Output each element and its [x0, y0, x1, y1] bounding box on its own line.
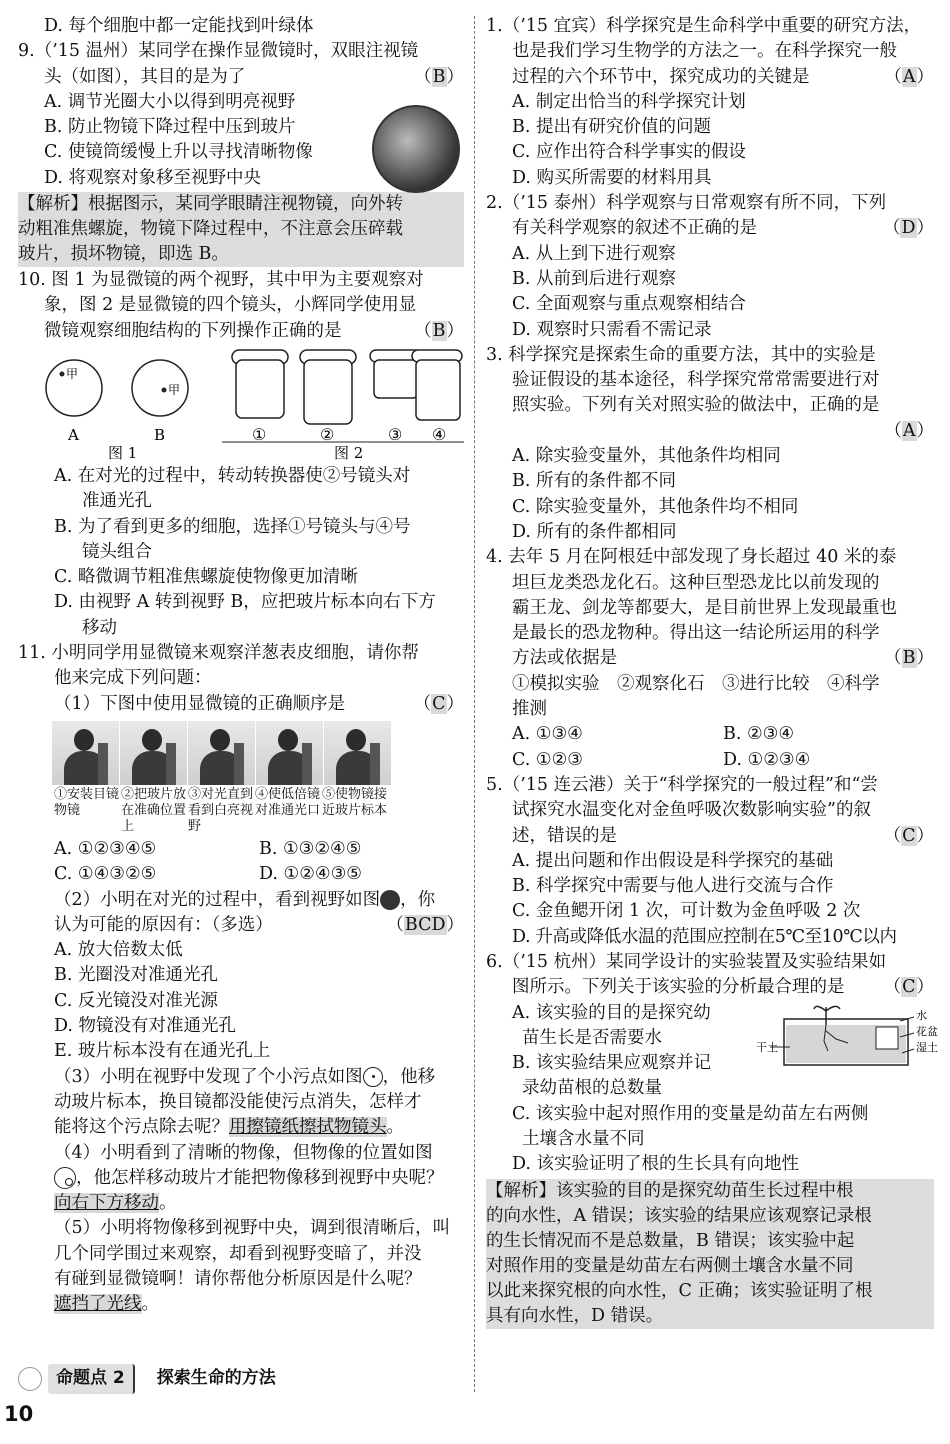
q4-stem-line: 4. 去年 5 月在阿根廷中部发现了身长超过 40 米的泰: [486, 547, 897, 568]
q5-answer-value: C: [902, 825, 916, 846]
q10-option-d: D. 由视野 A 转到视野 B，应把玻片标本向右下方: [54, 592, 436, 613]
q11-part-3: [18, 1065, 464, 1090]
q6-option-c-cont: 土壤含水量不同: [522, 1129, 645, 1150]
view-a-dot: [60, 371, 65, 376]
q11-p2-option: D. 物镜没有对准通光孔: [54, 1016, 237, 1037]
view-a-label: A: [68, 425, 79, 444]
q9-answer-value: B: [432, 66, 446, 87]
q4-options-row: [486, 722, 934, 747]
q3-answer: （A）: [884, 420, 934, 441]
q3-answer-value: A: [902, 420, 916, 441]
lens-4: [412, 350, 462, 420]
q3-answer-line: [486, 419, 934, 444]
q3-stem-line: 3. 科学探究是探索生命的重要方法，其中的实验是: [486, 344, 876, 365]
q11-part-1: [18, 692, 464, 717]
question-2: [486, 191, 934, 343]
step-captions: [52, 787, 464, 835]
q2-option: A. 从上到下进行观察: [512, 243, 676, 264]
q2-option: B. 从前到后进行观察: [512, 268, 676, 289]
q11-stem-line: 他来完成下列问题：: [54, 668, 212, 689]
q11-p4-end: 。: [159, 1193, 177, 1214]
pot-label: 花盆: [916, 1024, 938, 1038]
q4-answer-value: B: [902, 648, 916, 669]
q10-figures: [38, 346, 464, 462]
wet-soil-label: 湿土: [916, 1040, 938, 1054]
q6-option-d: D. 该实验证明了根的生长具有向地性: [512, 1154, 800, 1175]
view-b-mark: 甲: [168, 382, 181, 397]
q9-option-d: D. 将观察对象移至视野中央: [44, 167, 262, 188]
microscope-photo: [372, 105, 460, 193]
q11-p1-option-d: D. ①②④③⑤: [259, 864, 362, 885]
q4-options-row: [486, 748, 934, 773]
q11-p3-line-3: [18, 1115, 464, 1140]
question-10: [18, 268, 464, 641]
step-caption: ②把玻片放在准确位置上: [121, 786, 187, 834]
q11-part-2: [18, 888, 464, 913]
step-photo: [52, 721, 120, 785]
q11-p2-text: （2）小明在对光的过程中，看到视野如图: [54, 889, 381, 910]
q11-p2-option: E. 玻片标本没有在通光孔上: [54, 1041, 271, 1062]
q11-p1-options-row: [18, 862, 464, 887]
q3-stem-line: 验证假设的基本途径，科学探究常常需要进行对: [512, 370, 880, 391]
q1-option: D. 购买所需要的材料用具: [512, 167, 712, 188]
q6-analysis-line: 【解析】该实验的目的是探究幼苗生长过程中根: [486, 1180, 854, 1201]
speck-view-icon: [363, 1067, 383, 1087]
q1-option: B. 提出有研究价值的问题: [512, 117, 711, 138]
q11-p3-text-d: 能将这个污点除去呢？: [54, 1117, 229, 1138]
question-6: [486, 950, 938, 1329]
q6-answer-value: C: [902, 977, 916, 998]
q3-option: A. 除实验变量外，其他条件均相同: [512, 446, 781, 467]
view-b-label: B: [154, 425, 166, 444]
column-divider: [474, 16, 475, 1392]
lens-label: ④: [432, 424, 447, 444]
q1-stem-line: 1.（’15 宜宾）科学探究是生命科学中重要的研究方法，: [486, 16, 922, 36]
question-5: [486, 773, 934, 950]
fig1-caption: 图 1: [108, 443, 138, 462]
q11-p4-answer-line: [18, 1191, 464, 1216]
q11-p4-answer: 向右下方移动: [54, 1193, 159, 1214]
prev-option-d: D. 每个细胞中都一定能找到叶绿体: [44, 16, 314, 36]
lens-label: ①: [252, 424, 267, 444]
q1-stem-line: 也是我们学习生物学的方法之一。在科学探究一般: [512, 41, 897, 62]
step-photo: [256, 721, 324, 785]
q9-stem-text: 头（如图），其目的是为了: [44, 66, 246, 87]
q11-p3-line-2: 动玻片标本，换目镜都没能使污点消失，怎样才: [54, 1091, 422, 1112]
q11-p1-answer-value: C: [432, 693, 446, 714]
q4-option-d: D. ①②③④: [723, 749, 811, 770]
step-caption: ⑤使物镜接近玻片标本: [322, 786, 388, 818]
q11-p3-text-b: ，他移: [382, 1066, 436, 1087]
section-heading: [18, 1364, 276, 1394]
q1-option: C. 应作出符合科学事实的假设: [512, 142, 746, 163]
q10-option-a: A. 在对光的过程中，转动转换器使②号镜头对: [54, 465, 411, 486]
q2-answer: （D）: [882, 218, 934, 239]
dark-view-icon: [380, 890, 400, 910]
step-caption: ③对光直到看到白亮视野: [188, 786, 254, 834]
q3-option: D. 所有的条件都相同: [512, 521, 677, 542]
q11-p2-text-b: ，你: [400, 889, 436, 910]
q1-answer: （A）: [884, 66, 934, 87]
q6-figure-block: [486, 1001, 938, 1102]
q11-p4-text-b: ，他怎样移动玻片才能把物像移到视野中央呢？: [76, 1167, 444, 1188]
question-9: [18, 39, 464, 267]
q2-option: D. 观察时只需看不需记录: [512, 319, 712, 340]
q6-option-c: C. 该实验中起对照作用的变量是幼苗左右两侧: [512, 1103, 869, 1124]
section-badge: 命题点 2: [48, 1364, 135, 1393]
page-number: 10: [4, 1402, 34, 1426]
q6-option-a-cont: 苗生长是否需要水: [522, 1027, 662, 1048]
q6-stem-text: 图所示。下列关于该实验的分析最合理的是: [512, 977, 845, 998]
lens-2: [300, 350, 356, 424]
q11-p3-text: （3）小明在视野中发现了个小污点如图: [54, 1066, 363, 1087]
q11-part-5: （5）小明将物像移到视野中央，调到很清晰后，叫: [54, 1218, 451, 1239]
q11-stem-line: 11. 小明同学用显微镜来观察洋葱表皮细胞，请你帮: [18, 643, 419, 664]
q4-option-b: B. ②③④: [723, 724, 795, 745]
q10-option-d-cont: 移动: [82, 617, 117, 638]
q11-p3-end: 。: [386, 1117, 404, 1138]
sprout-icon: [18, 1367, 42, 1391]
q2-stem-text: 有关科学观察的叙述不正确的是: [512, 218, 757, 239]
q4-answer: （B）: [884, 648, 934, 669]
q11-p5-line: 几个同学围过来观察，却看到视野变暗了，并没: [54, 1243, 422, 1264]
q11-p2-text-c: 认为可能的原因有：（多选）: [54, 914, 273, 935]
q4-option-c: C. ①②③: [512, 749, 583, 770]
fig2-caption: 图 2: [334, 443, 364, 462]
lens-1: [232, 350, 288, 418]
q6-analysis-line: 的向水性，A 错误；该实验的结果应该观察记录根: [486, 1205, 872, 1226]
q6-analysis-line: 具有向水性，D 错误。: [486, 1305, 664, 1326]
q1-stem-text: 过程的六个环节中，探究成功的关键是: [512, 66, 810, 87]
q6-analysis-line: 以此来探究根的向水性，C 正确；该实验证明了根: [486, 1280, 873, 1301]
step-photo: [324, 721, 392, 785]
q4-stem-text: 方法或依据是: [512, 648, 617, 669]
q5-option: B. 科学探究中需要与他人进行交流与合作: [512, 876, 834, 897]
q9-analysis-line: 【解析】根据图示，某同学眼睛注视物镜，向外转: [18, 194, 403, 215]
q5-stem-line: 5.（’15 连云港）关于“科学探究的一般过程”和“尝: [486, 774, 878, 795]
view-b-dot: [162, 387, 167, 392]
q2-answer-value: D: [901, 218, 916, 239]
q9-option-b: B. 防止物镜下降过程中压到玻片: [44, 117, 296, 138]
q2-option: C. 全面观察与重点观察相结合: [512, 294, 746, 315]
q5-option: C. 金鱼鳃开闭 1 次，可计数为金鱼呼吸 2 次: [512, 901, 861, 922]
q6-analysis-line: 的生长情况而不是总数量，B 错误；该实验中起: [486, 1230, 855, 1251]
q4-stem-line-5: [486, 646, 934, 671]
lens-label: ②: [320, 424, 335, 444]
q11-p5-answer-line: [18, 1292, 464, 1317]
q6-stem-line-2: [486, 975, 934, 1000]
q9-option-a: A. 调节光圈大小以得到明亮视野: [44, 91, 296, 112]
q11-p2-option: A. 放大倍数太低: [54, 940, 183, 961]
q11-p4-line-2: [18, 1166, 464, 1191]
microscope-steps-photos: [52, 721, 464, 785]
q9-analysis-line: 玻片，损坏物镜，即选 B。: [18, 244, 229, 265]
water-label: 水: [916, 1008, 927, 1022]
q4-items: ①模拟实验 ②观察化石 ③进行比较 ④科学: [512, 673, 880, 694]
q3-stem-line: 照实验。下列有关对照实验的做法中，正确的是: [512, 395, 880, 416]
q2-stem-line-2: [486, 216, 934, 241]
q4-stem-line: 霸王龙、剑龙等都要大，是目前世界上发现最重也: [512, 597, 897, 618]
q5-stem-text: 述，错误的是: [512, 825, 617, 846]
offset-object-icon: [54, 1167, 76, 1189]
q11-p2-answer-value: BCD: [404, 914, 446, 935]
q11-p5-line: 有碰到显微镜啊！请你帮他分析原因是什么呢？: [54, 1268, 422, 1289]
q11-p1-answer: （C）: [413, 693, 464, 714]
q5-answer: （C）: [883, 825, 934, 846]
q3-option: C. 除实验变量外，其他条件均不相同: [512, 496, 799, 517]
q4-stem-line: 坦巨龙类恐龙化石。这种巨型恐龙比以前发现的: [512, 572, 880, 593]
q1-stem-line-3: [486, 65, 934, 90]
q11-p1-options-row: [18, 837, 464, 862]
question-1: [486, 14, 934, 191]
q10-option-a-cont: 准通光孔: [82, 491, 152, 512]
q11-p2-option: B. 光圈没对准通光孔: [54, 965, 218, 986]
q10-stem-line-3: [18, 319, 464, 344]
step-caption: ①安装目镜物镜: [54, 786, 120, 818]
q11-p5-end: 。: [141, 1294, 159, 1315]
q11-part-2-line-2: [18, 913, 464, 938]
q5-stem-line: 试探究水温变化对金鱼呼吸次数影响实验”的叙: [512, 800, 871, 821]
microscope-views-and-lenses: [38, 346, 464, 462]
lens-label: ③: [388, 424, 403, 444]
q4-option-a: A. ①③④: [512, 724, 583, 745]
q6-analysis: [486, 1179, 934, 1329]
right-column: [486, 14, 938, 1330]
q1-option: A. 制定出恰当的科学探究计划: [512, 91, 746, 112]
left-column: [18, 14, 464, 1318]
q11-p5-answer: 遮挡了光线: [54, 1294, 142, 1315]
question-4: [486, 545, 934, 773]
q5-stem-line-3: [486, 824, 934, 849]
q6-answer: （C）: [883, 977, 934, 998]
q11-part-4: （4）小明看到了清晰的物像，但物像的位置如图: [54, 1142, 433, 1163]
q6-option-b: B. 该实验结果应观察并记: [512, 1053, 711, 1074]
q6-analysis-line: 对照作用的变量是幼苗左右两侧土壤含水量不同: [486, 1255, 854, 1276]
step-photo: [188, 721, 256, 785]
q11-p3-answer: 用擦镜纸擦拭物镜头: [229, 1117, 387, 1138]
q9-option-c: C. 使镜筒缓慢上升以寻找清晰物像: [44, 142, 313, 163]
q10-answer: （B）: [414, 320, 464, 341]
q9-analysis-line: 动粗准焦螺旋，物镜下降过程中，不注意会压碎载: [18, 219, 403, 240]
q9-answer: （B）: [414, 66, 464, 87]
question-3: [486, 343, 934, 545]
q10-option-c: C. 略微调节粗准焦螺旋使物像更加清晰: [54, 567, 358, 588]
q6-stem-line: 6.（’15 杭州）某同学设计的实验装置及实验结果如: [486, 951, 887, 972]
view-a-mark: 甲: [66, 366, 79, 381]
q1-answer-value: A: [902, 66, 916, 87]
q11-p1-option-b: B. ①③②④⑤: [259, 838, 362, 859]
q11-p1-option-a: A. ①②③④⑤: [54, 838, 157, 859]
q10-stem-line: 10. 图 1 为显微镜的两个视野，其中甲为主要观察对: [18, 270, 424, 291]
step-caption: ④使低倍镜对准通光口: [255, 786, 321, 818]
q4-items-cont: 推测: [512, 699, 547, 720]
q11-p2-answer: （BCD）: [386, 914, 464, 935]
q2-stem-line: 2.（’15 泰州）科学观察与日常观察有所不同，下列: [486, 193, 887, 214]
q6-option-a: A. 该实验的目的是探究幼: [512, 1002, 711, 1023]
q10-answer-value: B: [432, 320, 446, 341]
q4-stem-line: 是最长的恐龙物种。得出这一结论所运用的科学: [512, 623, 880, 644]
q11-p1-text: （1）下图中使用显微镜的正确顺序是: [54, 693, 346, 714]
q10-stem-text: 微镜观察细胞结构的下列操作正确的是: [44, 320, 342, 341]
q10-option-b-cont: 镜头组合: [82, 541, 152, 562]
q11-p1-option-c: C. ①④③②⑤: [54, 864, 157, 885]
section-title: 探索生命的方法: [156, 1368, 276, 1389]
q11-p2-option: C. 反光镜没对准光源: [54, 990, 218, 1011]
q9-stem-line-2: [18, 65, 464, 90]
q3-option: B. 所有的条件都不同: [512, 471, 676, 492]
q5-option: D. 升高或降低水温的范围应控制在5℃至10℃以内: [512, 926, 897, 947]
q9-analysis: [18, 192, 464, 267]
dry-soil-label: 干土: [756, 1040, 778, 1054]
q10-stem-line: 象，图 2 是显微镜的四个镜头，小辉同学使用显: [44, 295, 417, 316]
step-photo: [120, 721, 188, 785]
q10-option-b: B. 为了看到更多的细胞，选择①号镜头与④号: [54, 516, 411, 537]
q9-stem-line: 9.（’15 温州）某同学在操作显微镜时，双眼注视镜: [18, 41, 419, 62]
q6-option-b-cont: 录幼苗根的总数量: [522, 1078, 662, 1099]
question-11: [18, 641, 464, 1318]
q5-option: A. 提出问题和作出假设是科学探究的基础: [512, 850, 834, 871]
